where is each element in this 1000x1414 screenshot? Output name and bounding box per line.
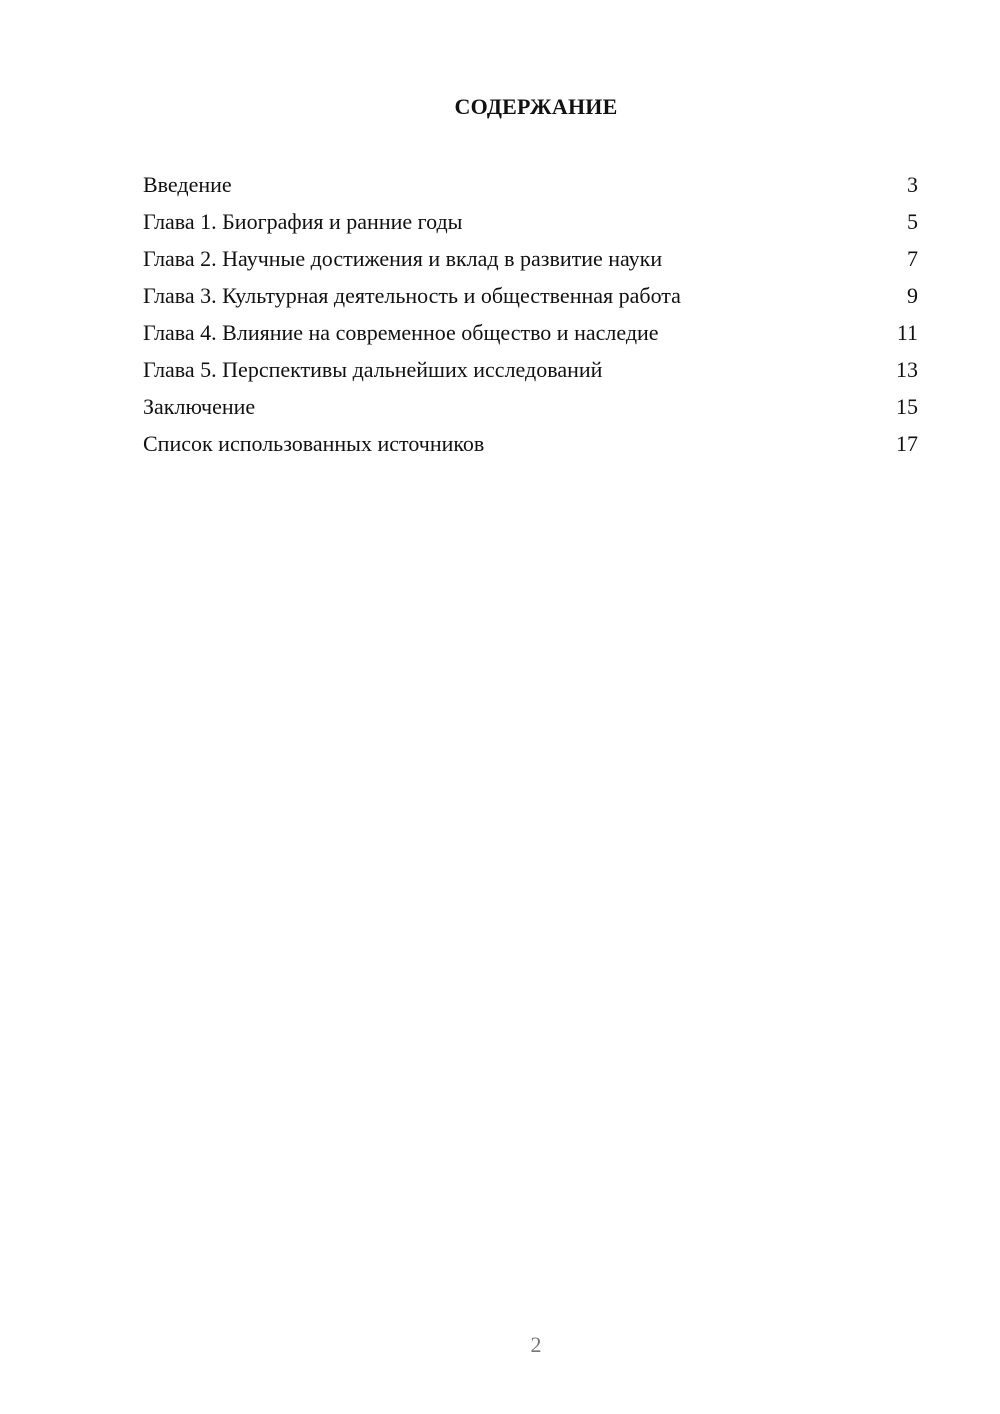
toc-entry-label: Глава 3. Культурная деятельность и общественная работа [143, 283, 681, 308]
toc-entry-page: 17 [896, 431, 918, 456]
toc-entry-label: Глава 5. Перспективы дальнейших исследований [143, 357, 603, 382]
toc-entry-label: Список использованных источников [143, 431, 485, 456]
toc-entry-chapter-4[interactable] [143, 316, 918, 353]
toc-entry-label: Введение [143, 172, 232, 197]
toc-entry-chapter-2[interactable] [143, 242, 918, 279]
toc-entry-label: Глава 1. Биография и ранние годы [143, 209, 463, 234]
toc-entry-chapter-3[interactable] [143, 279, 918, 316]
toc-entry-introduction[interactable] [143, 168, 918, 205]
page-title: СОДЕРЖАНИЕ [454, 94, 618, 119]
toc-entry-page: 3 [907, 172, 918, 197]
toc-entry-page: 9 [907, 283, 918, 308]
toc-entry-label: Заключение [143, 394, 256, 419]
toc-entry-page: 13 [896, 357, 918, 382]
toc-entry-page: 15 [896, 394, 918, 419]
toc-entry-chapter-1[interactable] [143, 205, 918, 242]
toc-entry-conclusion[interactable] [143, 390, 918, 427]
toc-entry-page: 11 [896, 320, 918, 345]
toc-entry-chapter-5[interactable] [143, 353, 918, 390]
toc-entry-page: 5 [907, 209, 918, 234]
toc-entry-page: 7 [907, 246, 918, 271]
table-of-contents [143, 168, 918, 464]
toc-entry-label: Глава 4. Влияние на современное общество и наследие [143, 320, 659, 345]
toc-entry-references[interactable] [143, 427, 918, 464]
toc-entry-label: Глава 2. Научные достижения и вклад в развитие науки [143, 246, 663, 271]
page-number: 2 [530, 1332, 542, 1357]
